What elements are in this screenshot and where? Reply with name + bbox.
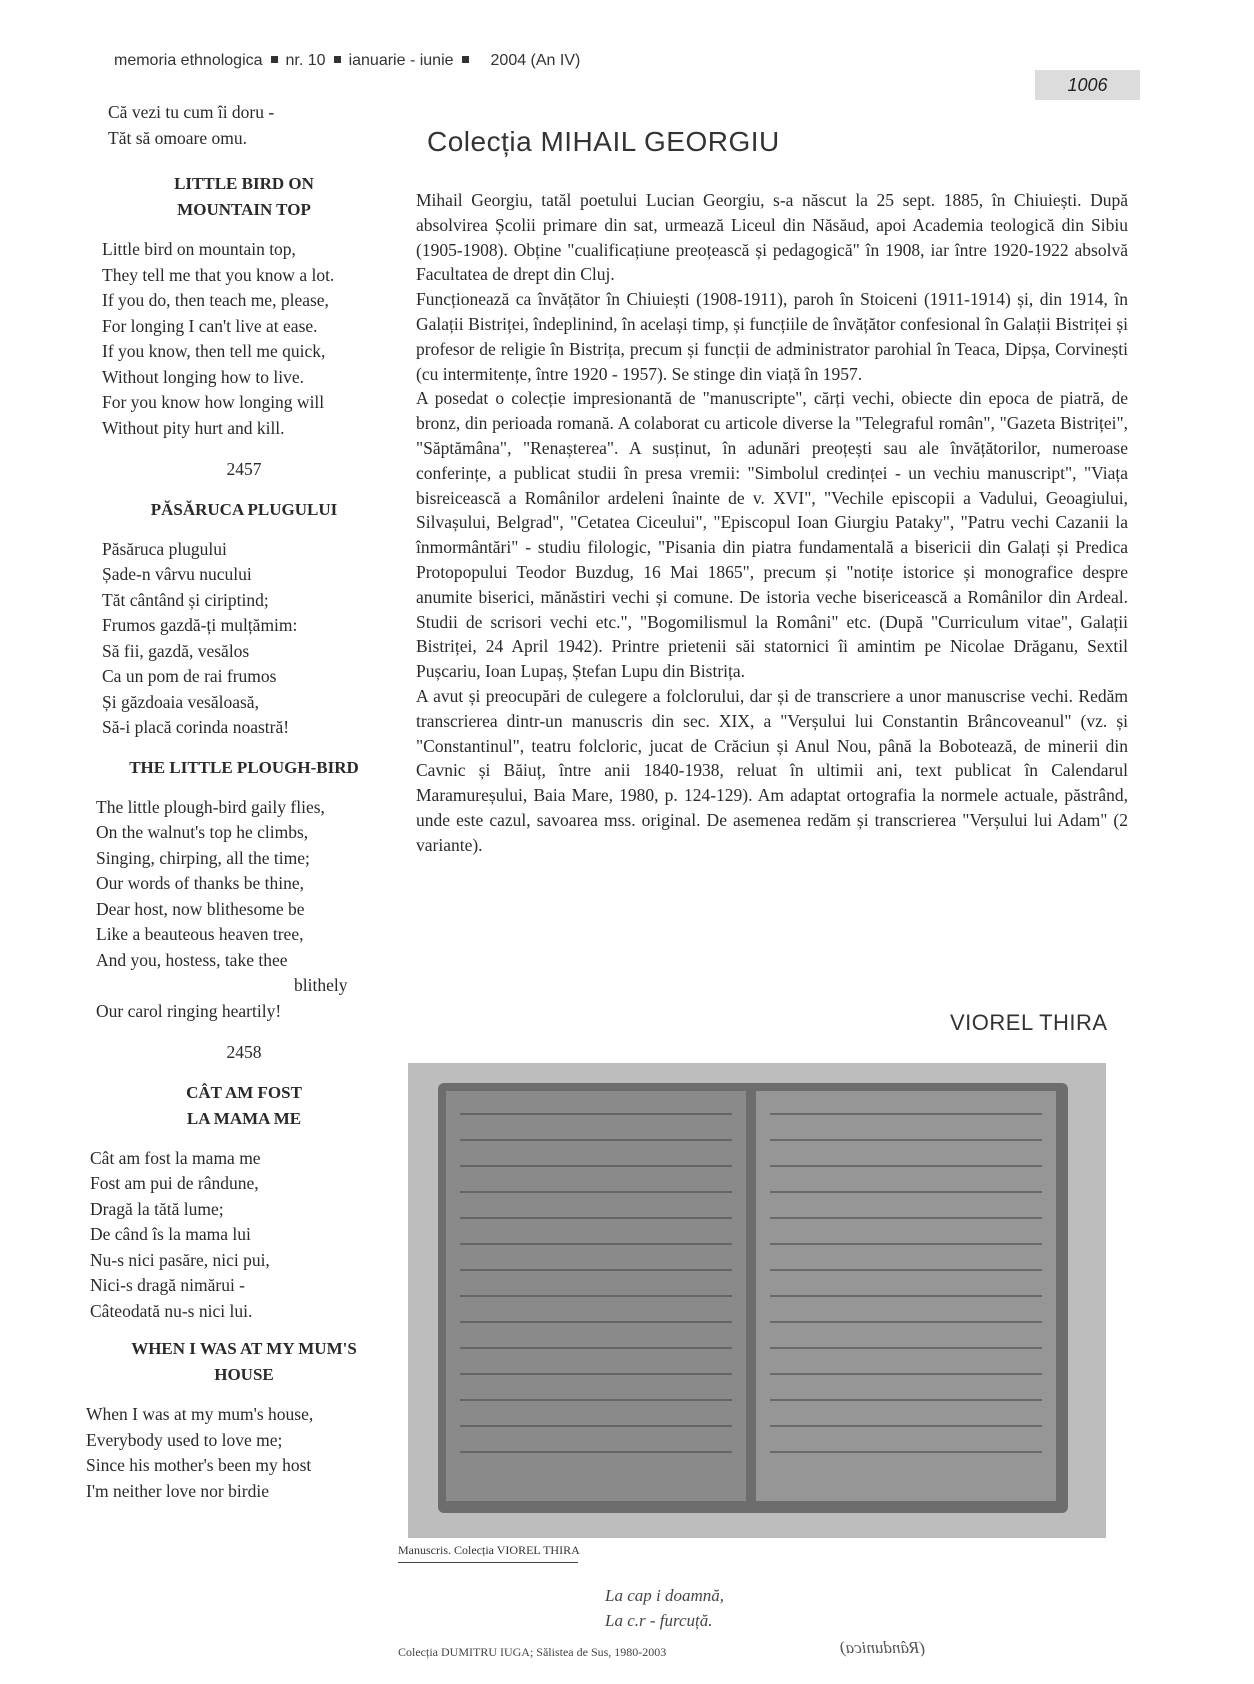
poem-line: La cap i doamnă, [605, 1586, 724, 1605]
square-bullet-icon [334, 56, 341, 63]
poem-line: I'm neither love nor birdie [86, 1480, 269, 1501]
poem-line: For longing I can't live at ease. [102, 315, 318, 336]
poem-line: They tell me that you know a lot. [102, 264, 335, 285]
poem-line: The little plough-bird gaily flies, [96, 796, 325, 817]
poem-line: Singing, chirping, all the time; [96, 847, 310, 868]
article-paragraph: A posedat o colecție impresionantă de "manuscripte", cărți vechi, obiecte din epoca de piatră, de bronz, din perioada romană. A colaborat cu articole diverse la "Telegraful român", "Gazeta Bistriței", "Săptămâna", "Renașterea". A susținut, în adunări preoțești sau ale învățătorilor, numeroase conferințe, a publicat studii în presa vremii: "Simbolul credinței - un vechiu manuscript", "Viața bisreicească a Românilor ardeleni înainte de v. XVI", "Vechile episcopii a Vadului, Geoagiului, Silvașului, Belgrad", "Cetatea Ciceului", "Episcopul Ioan Giurgiu Pataky", "Patru vechi Cazanii la înmormântări" - studiu filologic, "Pisania din piatra fundamentală a bisericii din Galați și Predica Protopopului Teodor Buzdug, 16 Mai 1865", precum și "notițe istorice și monografice despre anumite biserici, mănăstiri vechi și comune. De istoria veche bisericească a Românilor din Ardeal. Studii de scrisori vechi etc.", "Bogomilismul la Români" etc. (După "Curriculum vitae", Galații Bistriței, 24 April 1942). Printre prietenii săi statornici îi amintim pe Nicolae Drăganu, Sextil Pușcariu, Ioan Lupaș, Ștefan Lupu din Bistrița. [416, 388, 1128, 682]
poem-line: Like a beauteous heaven tree, [96, 924, 304, 944]
manuscript-book [438, 1083, 1068, 1513]
running-header [114, 52, 580, 70]
article-title: Colecția MIHAIL GEORGIU [427, 126, 780, 157]
poem-line: Little bird on mountain top, [102, 239, 296, 259]
poem-line: Frumos gazdă-ți mulțămim: [102, 615, 298, 635]
article-body [416, 188, 1128, 858]
poem-line: And you, hostess, take thee [96, 949, 288, 970]
top-lines [86, 100, 402, 151]
poem-line: De când îs la mama lui [90, 1224, 251, 1244]
poem-line: Să fii, gazdă, vesălos [102, 640, 250, 661]
title-line: WHEN I WAS AT MY MUM'S [131, 1339, 357, 1358]
issue-year: 2004 (An IV) [490, 52, 581, 69]
poem-line: If you know, then tell me quick, [102, 341, 326, 361]
poem-line: Fost am pui de rândune, [90, 1173, 259, 1193]
square-bullet-icon [271, 56, 278, 63]
poem-line: Nu-s nici pasăre, nici pui, [90, 1249, 270, 1270]
poem-line: Our carol ringing heartily! [96, 1000, 282, 1021]
poem-line: Ca un pom de rai frumos [102, 666, 277, 686]
title-line: CÂT AM FOST [186, 1082, 302, 1102]
issue-number: nr. 10 [285, 52, 326, 69]
poem-line: On the walnut's top he climbs, [96, 822, 309, 842]
title-line: MOUNTAIN TOP [177, 200, 311, 219]
poem-line: Și găzdoaia vesăloasă, [102, 691, 259, 712]
poem-line: Câteodată nu-s nici lui. [90, 1300, 253, 1321]
manuscript-photo [408, 1063, 1106, 1538]
poem-title: THE LITTLE PLOUGH-BIRD [129, 757, 359, 777]
item-number: 2457 [226, 459, 262, 479]
poem-cat-am-fost [86, 1146, 402, 1325]
poem-line: Că vezi tu cum îi doru - [108, 102, 275, 122]
left-column [86, 100, 402, 1504]
poem-line: Everybody used to love me; [86, 1429, 283, 1450]
poem-line: Păsăruca plugului [102, 538, 227, 559]
poem-line: Dragă la tătă lume; [90, 1198, 224, 1219]
poem-line: Cât am fost la mama me [90, 1147, 261, 1168]
poem-title: PĂSĂRUCA PLUGULUI [150, 499, 338, 519]
title-line: LITTLE BIRD ON [174, 174, 314, 193]
poem-line: Without longing how to live. [102, 366, 304, 387]
manuscript-right-page [756, 1091, 1056, 1501]
issue-period: ianuarie - iunie [348, 52, 454, 69]
poem-title [86, 1336, 402, 1388]
poem-line: Tăt cântând și ciriptind; [102, 589, 269, 610]
poem-line: Since his mother's been my host [86, 1455, 312, 1475]
figure-caption: Manuscris. Colecția VIOREL THIRA [398, 1543, 580, 1557]
poem-line: Șade-n vârvu nucului [102, 564, 252, 584]
journal-name: memoria ethnologica [114, 52, 263, 69]
page-number: 1006 [1035, 70, 1140, 100]
poem-title [86, 1080, 402, 1132]
article-paragraph: Mihail Georgiu, tatăl poetului Lucian Georgiu, s-a născut la 25 sept. 1885, în Chiuiești. După absolvirea Școlii primare din sat, urmează Liceul din Năsăud, apoi Academia teologică din Sibiu (1905-1908). Obține "cualificațiune preoțească și pedagogică" în 1908, iar între 1920-1922 absolvă Facultatea de drept din Cluj. [416, 190, 1128, 285]
title-line: LA MAMA ME [186, 1108, 302, 1128]
poem-plough-bird [86, 795, 402, 1025]
poem-line: Să-i placă corinda noastră! [102, 717, 290, 737]
poem-line: For you know how longing will [102, 392, 325, 412]
poem-line: Tăt să omoare omu. [108, 127, 247, 148]
item-number: 2458 [226, 1042, 262, 1062]
poem-little-bird [86, 237, 402, 441]
poem-title [86, 171, 402, 223]
poem-line: Without pity hurt and kill. [102, 417, 285, 438]
poem-line: Dear host, now blithesome be [96, 898, 305, 919]
poem-pasaruca [86, 537, 402, 741]
article-author: VIOREL THIRA [950, 1010, 1108, 1035]
poem-line: If you do, then teach me, please, [102, 290, 329, 310]
poem-line: Nici-s dragă nimărui - [90, 1275, 246, 1295]
title-line: HOUSE [214, 1365, 274, 1384]
poem-line: When I was at my mum's house, [86, 1404, 314, 1424]
poem-line: La c.r - furcuță. [605, 1611, 713, 1630]
poem-line: blithely [294, 975, 348, 995]
caption-rule [398, 1562, 578, 1563]
collection-credit: Colecția DUMITRU IUGA; Sălistea de Sus, 1980-2003 [398, 1645, 667, 1659]
poem-line: Our words of thanks be thine, [96, 873, 305, 893]
poem-mums-house [86, 1402, 402, 1504]
square-bullet-icon [462, 56, 469, 63]
article-paragraph: Funcționează ca învățător în Chiuiești (1908-1911), paroh în Stoiceni (1911-1914) și, din 1914, în Galații Bistriței, îndeplinind, în același timp, și funcțiile de învățător confesional în Galații Bistriței și profesor de religie în Bistrița, precum și funcții de administrator parohial în Teaca, Dipșa, Corvinești (cu intermitențe, între 1920 - 1957). Se stinge din viață în 1957. [416, 289, 1128, 384]
article-paragraph: A avut și preocupări de culegere a folclorului, dar și de transcriere a unor manuscrise vechi. Redăm transcrierea dintr-un manuscris din sec. XIX, a "Verșului lui Constantin Brâncoveanul" (vz. și "Constantinul", teatru folcloric, jucat de Crăciun și Anul Nou, până la Bobotează, de minerii din Cavnic și Băiuț, între anii 1840-1938, reluat în ultimii ani, text publicat în Calendarul Maramureșului, Baia Mare, 1980, p. 124-129). Am adaptat ortografia la normele actuale, păstrând, unde este cazul, savoarea mss. original. De asemenea redăm și transcrierea "Verșului lui Adam" (2 variante). [416, 685, 1128, 855]
mirrored-text: (Rândunica) [840, 1638, 925, 1657]
manuscript-left-page [446, 1091, 746, 1501]
